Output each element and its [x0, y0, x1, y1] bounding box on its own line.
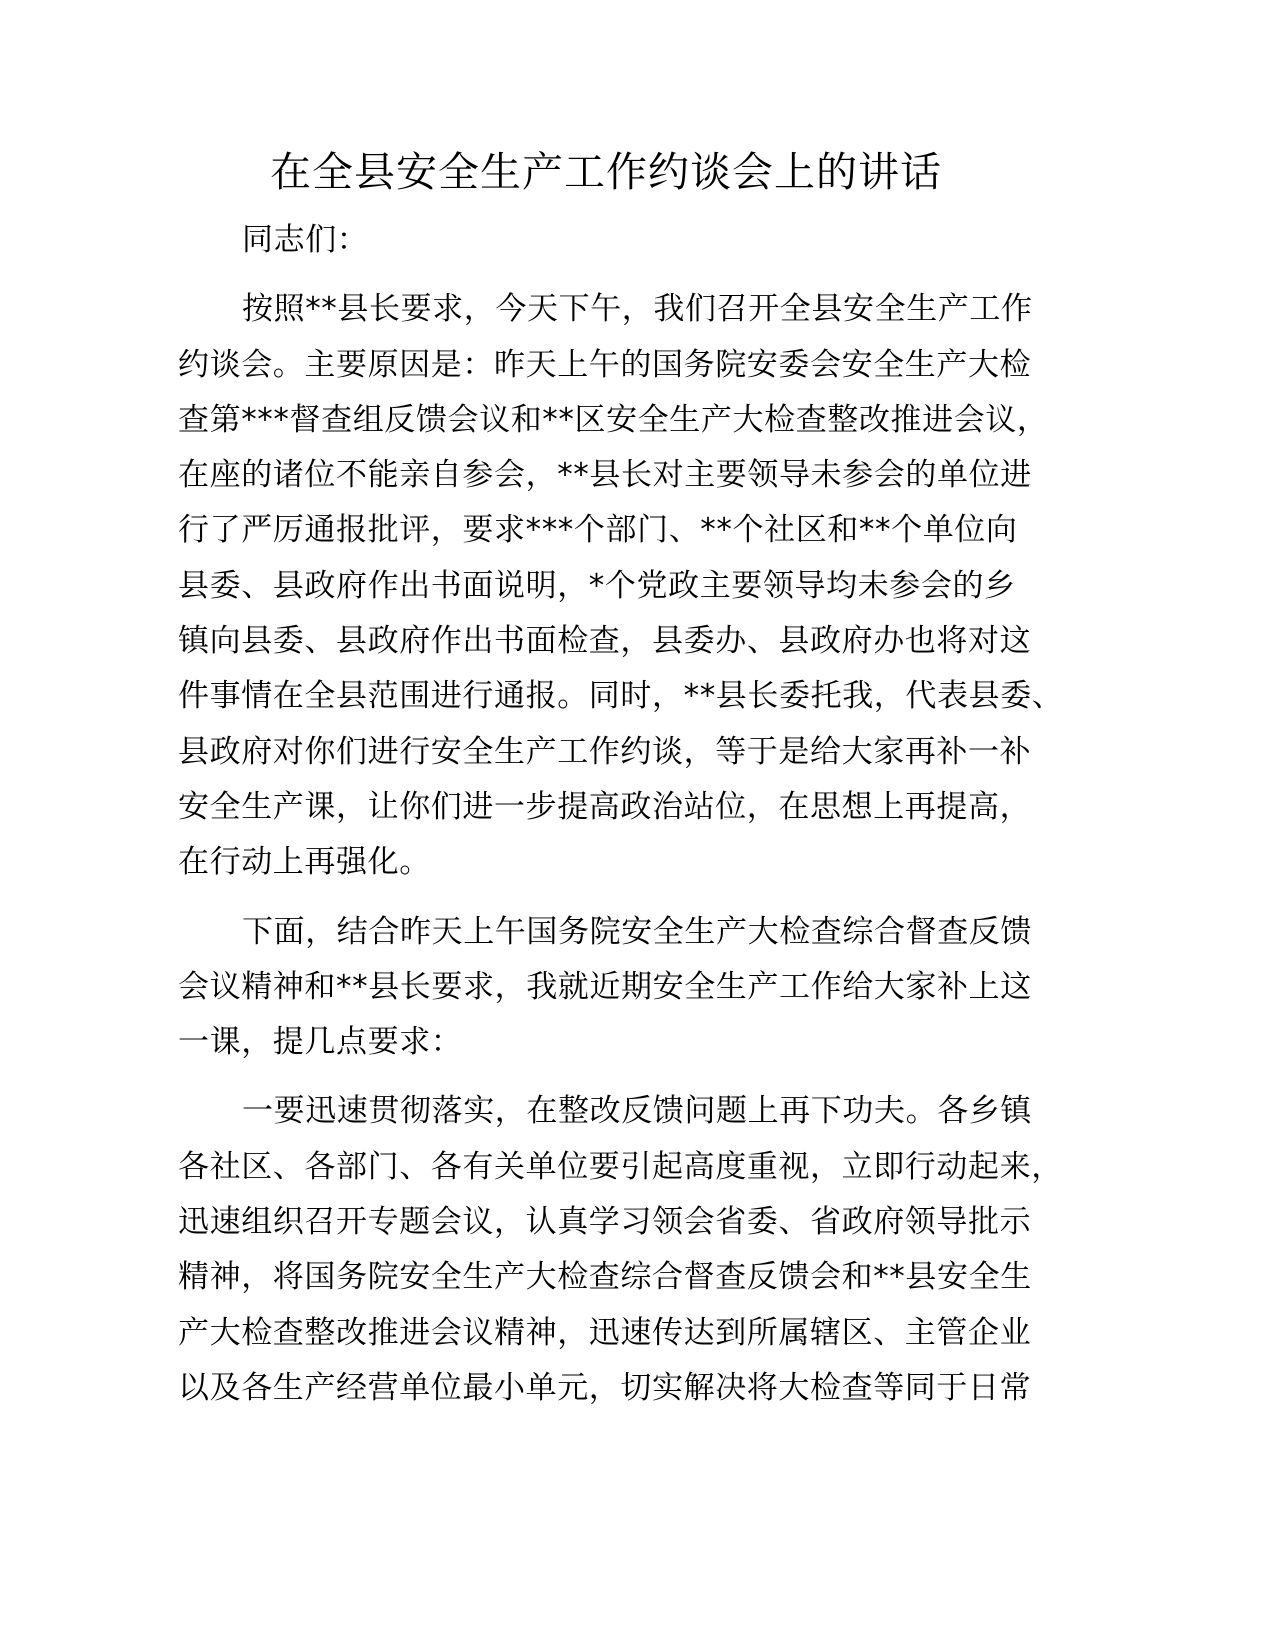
text-line: 迅速组织召开专题会议，认真学习领会省委、省政府领导批示 — [178, 1204, 1032, 1241]
text-line: 件事情在全县范围进行通报。同时，**县长委托我，代表县委、 — [178, 678, 1064, 715]
salutation — [178, 213, 1078, 268]
text-line: 县委、县政府作出书面说明，*个党政主要领导均未参会的乡 — [178, 567, 1016, 604]
text-line: 一要迅速贯彻落实，在整改反馈问题上再下功夫。各乡镇 — [242, 1093, 1032, 1130]
text-line: 查第***督查组反馈会议和**区安全生产大检查整改推进会议， — [178, 401, 1049, 438]
text-line: 一课，提几点要求： — [178, 1024, 463, 1061]
text-line: 以及各生产经营单位最小单元，切实解决将大检查等同于日常 — [178, 1369, 1032, 1406]
paragraph — [178, 282, 1078, 890]
paragraph — [178, 1084, 1078, 1416]
text-line: 精神，将国务院安全生产大检查综合督查反馈会和**县安全生 — [178, 1259, 1032, 1296]
text-line: 下面，结合昨天上午国务院安全生产大检查综合督查反馈 — [242, 913, 1032, 950]
text-line: 在座的诸位不能亲自参会，**县长对主要领导未参会的单位进 — [178, 457, 1032, 494]
text-line: 镇向县委、县政府作出书面检查，县委办、县政府办也将对这 — [178, 623, 1032, 660]
text-line: 同志们： — [242, 222, 369, 258]
text-line: 安全生产课，让你们进一步提高政治站位，在思想上再提高， — [178, 788, 1032, 825]
text-line: 会议精神和**县长要求，我就近期安全生产工作给大家补上这 — [178, 968, 1032, 1005]
text-line: 按照**县长要求，今天下午，我们召开全县安全生产工作 — [242, 291, 1033, 328]
text-line: 在行动上再强化。 — [178, 844, 431, 881]
document-title: 在全县安全生产工作约谈会上的讲话 — [270, 148, 942, 196]
document-body — [178, 213, 1078, 1430]
text-line: 约谈会。主要原因是：昨天上午的国务院安委会安全生产大检 — [178, 346, 1032, 383]
text-line: 各社区、各部门、各有关单位要引起高度重视，立即行动起来， — [178, 1148, 1063, 1185]
paragraph — [178, 905, 1078, 1071]
text-line: 县政府对你们进行安全生产工作约谈，等于是给大家再补一补 — [178, 733, 1032, 770]
text-line: 产大检查整改推进会议精神，迅速传达到所属辖区、主管企业 — [178, 1314, 1032, 1351]
text-line: 行了严厉通报批评，要求***个部门、**个社区和**个单位向 — [178, 512, 1018, 549]
